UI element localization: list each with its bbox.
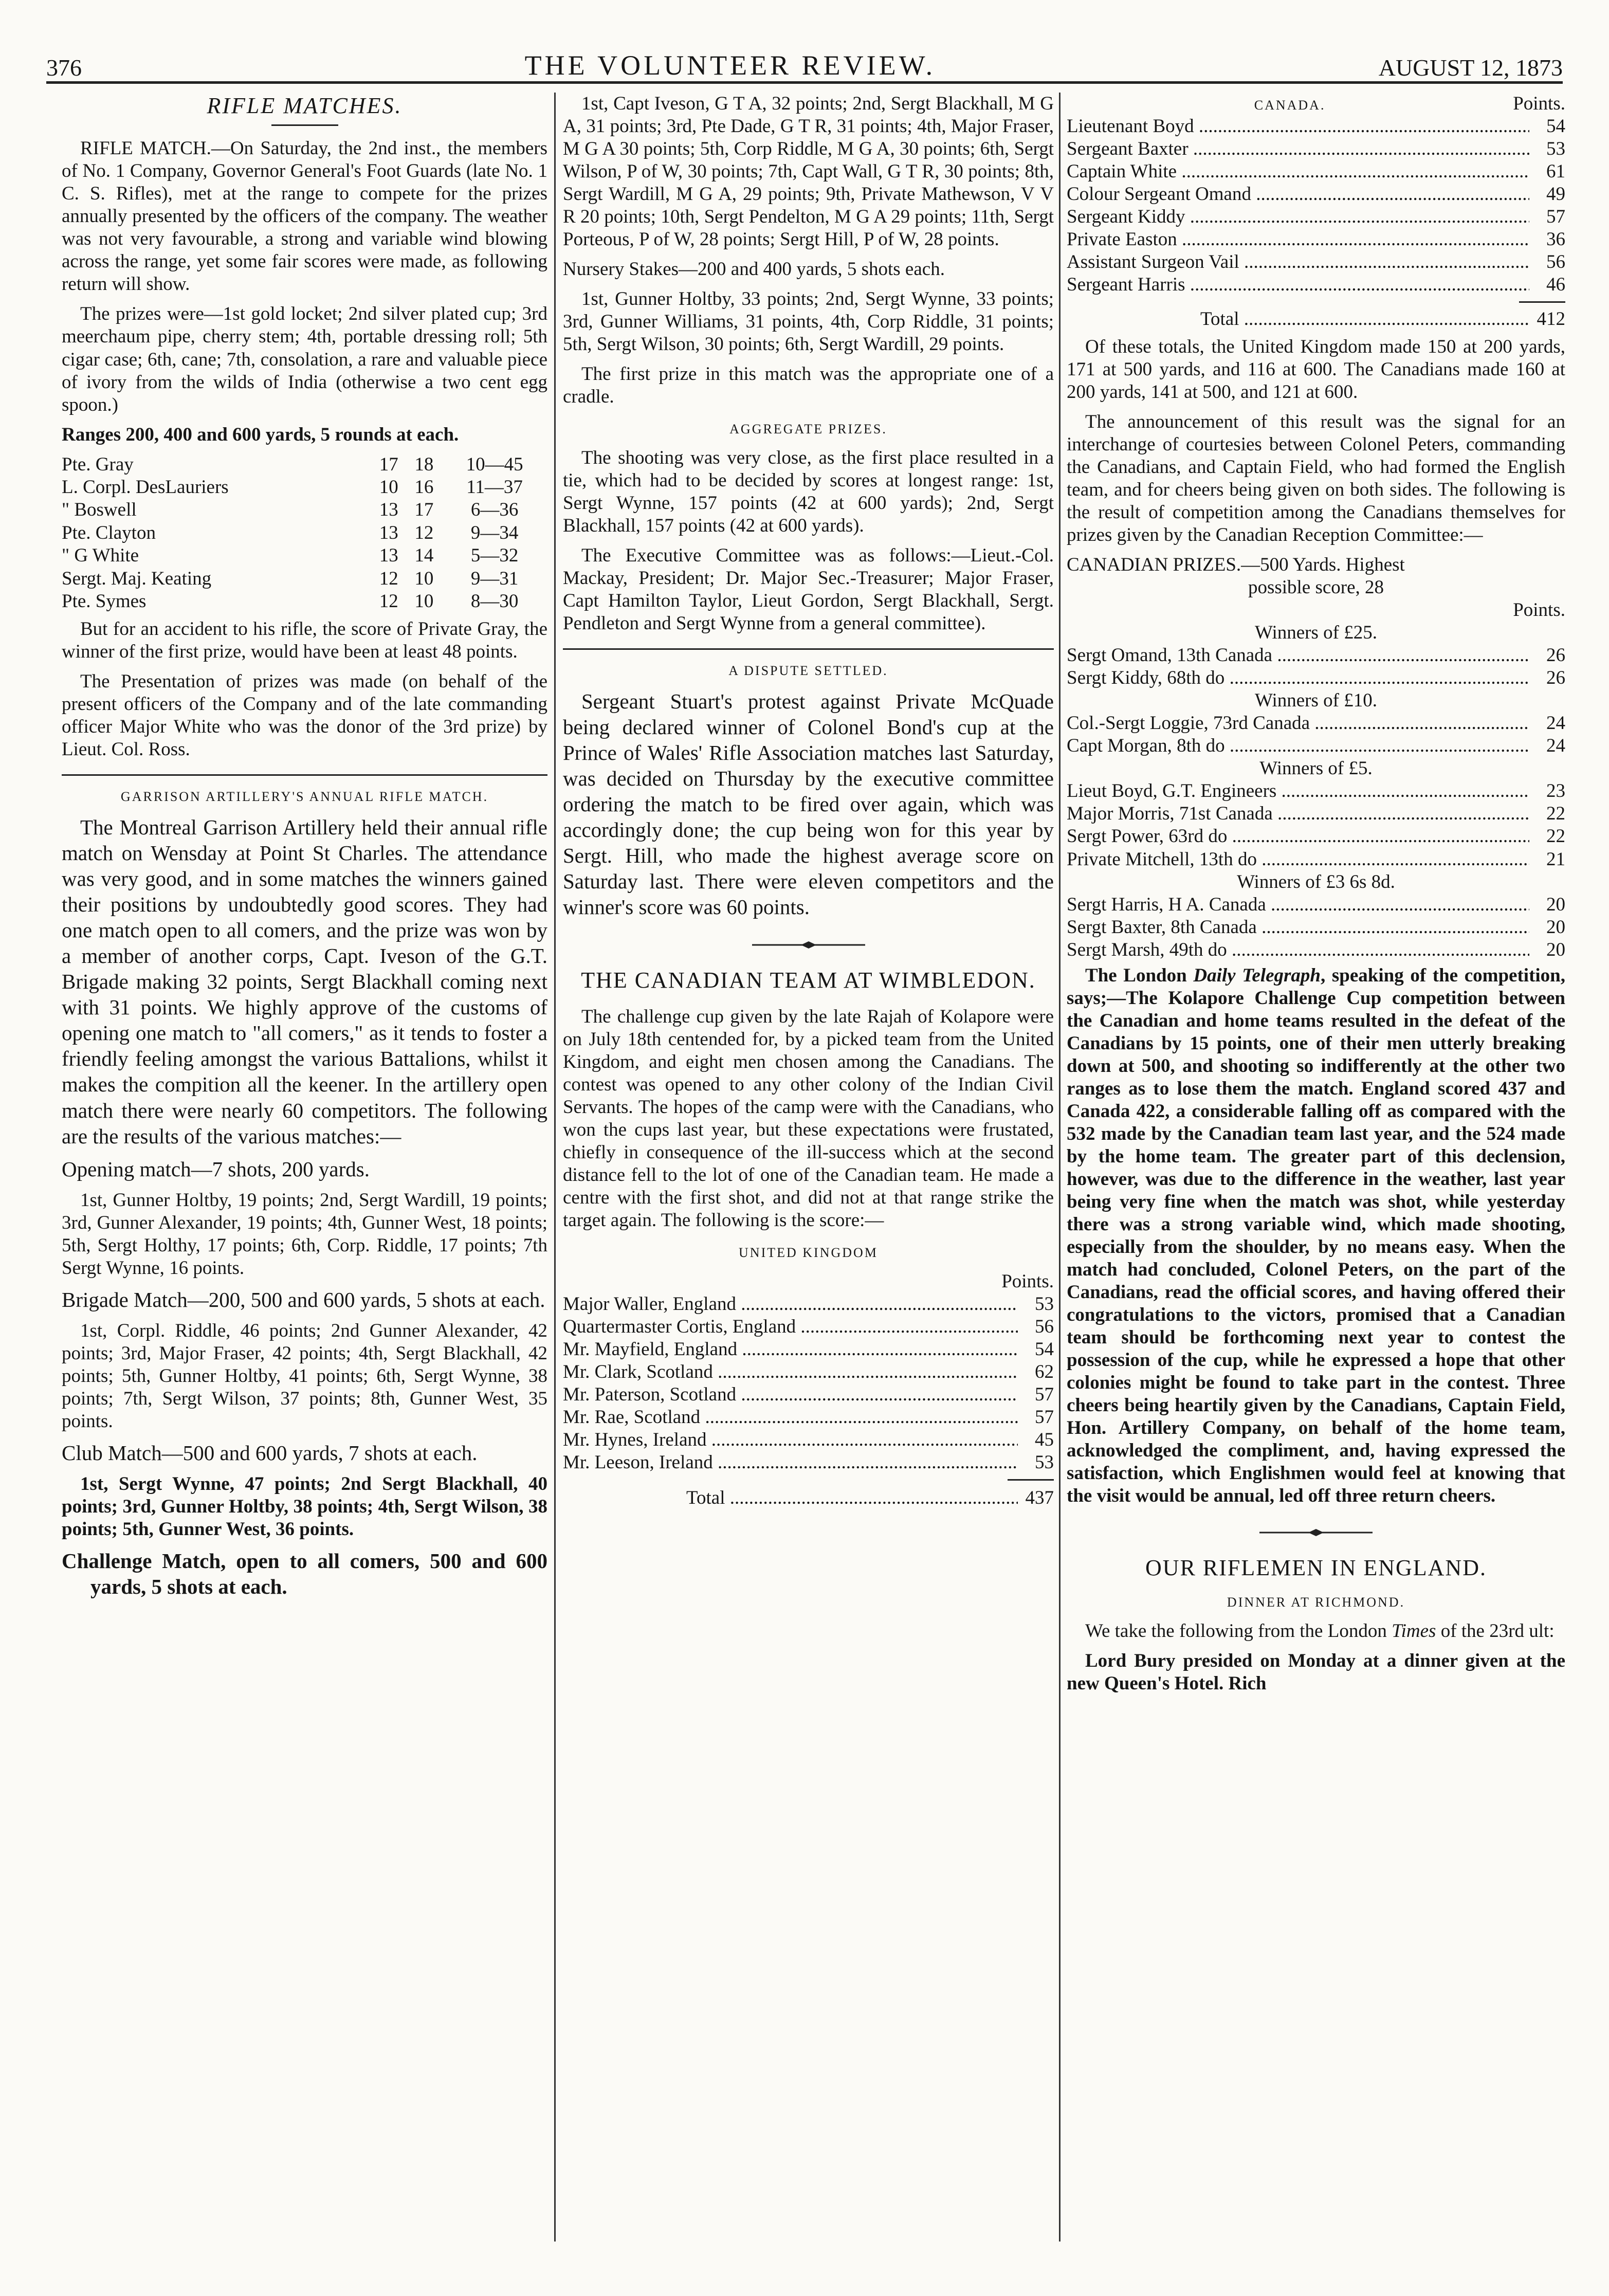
total-value: 412 — [1537, 308, 1565, 330]
competitor-points: 24 — [1546, 735, 1565, 757]
score-200: 12 — [379, 590, 398, 612]
competitor-name: Mr. Rae, Scotland ..... — [563, 1406, 1018, 1429]
section-rule — [563, 648, 1054, 650]
competitor-points: 57 — [1546, 206, 1565, 228]
match-results: 1st, Gunner Holtby, 33 points; 2nd, Sergt Wynne, 33 points; 3rd, Gunner Williams, 31 points, 4th, Corp Riddle, 31 points; 5th, Sergt Wilson, 30 points; 6th, Sergt Wardill, 29 points. — [563, 288, 1054, 355]
score-600-total: 10—45 — [466, 453, 523, 475]
competitor-name: Major Morris, 71st Canada ..... — [1067, 803, 1529, 825]
prize-winners-list — [1067, 644, 1565, 689]
score-row — [62, 522, 547, 544]
score-600-total: 11—37 — [466, 476, 523, 498]
uk-scores-list — [563, 1293, 1054, 1474]
rifle-scores-table — [62, 453, 547, 613]
competitor-points: 53 — [1035, 1293, 1054, 1315]
score-row — [1067, 667, 1565, 689]
score-200: 10 — [379, 476, 398, 498]
prizes-line-1: CANADIAN PRIZES.—500 Yards. Highest — [1067, 554, 1405, 576]
wimbledon-heading: THE CANADIAN TEAM AT WIMBLEDON. — [581, 968, 1036, 993]
score-row — [62, 544, 547, 567]
times-prefix: We take the following from the London — [1085, 1620, 1392, 1642]
match-heading: Opening match—7 shots, 200 yards. — [62, 1157, 370, 1181]
score-row — [1067, 735, 1565, 757]
score-row — [1067, 803, 1565, 825]
score-row — [1067, 825, 1565, 848]
masthead-title: THE VOLUNTEER REVIEW. — [524, 50, 936, 81]
competitor-name: Mr. Clark, Scotland ..... — [563, 1361, 1018, 1383]
score-row — [563, 1383, 1054, 1406]
competitor-name: Sergeant Baxter ..... — [1067, 138, 1529, 160]
score-row — [1067, 228, 1565, 251]
competitor-name: Assistant Surgeon Vail ..... — [1067, 251, 1529, 274]
column-2 — [563, 93, 1054, 2242]
score-row — [62, 453, 547, 476]
competitor-name: Captain White ..... — [1067, 160, 1529, 183]
score-400: 17 — [414, 499, 434, 521]
competitor-name: Sergeant Kiddy ..... — [1067, 206, 1529, 228]
newspaper-name: Daily Telegraph — [1193, 964, 1321, 986]
ornamental-divider — [1067, 1520, 1565, 1542]
score-600-total: 6—36 — [470, 499, 519, 521]
section-rule — [62, 774, 547, 776]
competitor-name: Sergt Marsh, 49th do ..... — [1067, 939, 1529, 961]
dispute-heading: A DISPUTE SETTLED. — [728, 663, 888, 679]
competitor-points: 24 — [1546, 713, 1565, 734]
match-heading: Brigade Match—200, 500 and 600 yards, 5 shots at each. — [62, 1287, 545, 1311]
competitor-name: Colour Sergeant Omand ..... — [1067, 183, 1529, 206]
prize-winners-list — [1067, 894, 1565, 961]
competitor-name: Sergt Harris, H A. Canada ..... — [1067, 894, 1529, 916]
prize-group-heading: Winners of £25. — [1255, 622, 1377, 644]
competitor-points: 20 — [1546, 939, 1565, 960]
article-paragraph: The prizes were—1st gold locket; 2nd silver plated cup; 3rd meerchaum pipe, cherry stem; 4th, portable dressing roll; 5th cigar case; 6th, cane; 7th, consolation, a rare and valuable piece of ivory from the wilds of India (otherwise a two cent egg spoon.) — [62, 303, 547, 415]
competitor-name: Sergt Omand, 13th Canada ..... — [1067, 644, 1529, 667]
competitor-name: Sergt Power, 63rd do ..... — [1067, 825, 1529, 848]
score-row — [563, 1406, 1054, 1429]
canada-scores-list — [1067, 115, 1565, 296]
score-400: 18 — [414, 453, 434, 475]
competitor-points: 57 — [1035, 1383, 1054, 1405]
competitor-points: 23 — [1546, 780, 1565, 802]
competitor-points: 53 — [1035, 1451, 1054, 1473]
score-row — [563, 1293, 1054, 1316]
riflemen-heading: OUR RIFLEMEN IN ENGLAND. — [1145, 1555, 1487, 1580]
competitor-points: 21 — [1546, 848, 1565, 870]
article-paragraph: RIFLE MATCH.—On Saturday, the 2nd inst., the members of No. 1 Company, Governor General's Foot Guards (late No. 1 C. S. Rifles), met at the range to compete for the prizes annually presented by the officers of the company. The weather was not very favourable, a strong and variable wind blowing across the range, yet some fair scores were made, as following return will show. — [62, 138, 547, 295]
competitor-name: Pte. Clayton — [62, 522, 156, 543]
competitor-name: Pte. Gray — [62, 453, 134, 475]
article-paragraph: Of these totals, the United Kingdom made 150 at 200 yards, 171 at 500 yards, and 116 at 600. The Canadians made 160 at 200 yards, 141 at 500, and 121 at 600. — [1067, 336, 1565, 403]
score-row — [62, 568, 547, 590]
competitor-points: 53 — [1546, 138, 1565, 160]
score-row — [62, 476, 547, 499]
score-row — [1067, 274, 1565, 296]
score-200: 13 — [379, 545, 398, 567]
times-paragraph — [1067, 1620, 1565, 1643]
rifle-matches-title: RIFLE MATCHES. — [207, 93, 403, 118]
dinner-heading: DINNER AT RICHMOND. — [1227, 1595, 1405, 1610]
score-row — [1067, 644, 1565, 667]
competitor-points: 56 — [1035, 1316, 1054, 1337]
article-paragraph: The shooting was very close, as the first place resulted in a tie, which had to be decided by scores at longest range: 1st, Sergt Wynne, 157 points (42 at 600 yards); 2nd, Sergt Blackhall, 157 points (42 at 600 yards). — [563, 447, 1054, 537]
competitor-points: 22 — [1546, 803, 1565, 825]
uk-heading: UNITED KINGDOM — [739, 1245, 878, 1260]
score-row — [1067, 939, 1565, 961]
article-paragraph: The challenge cup given by the late Rajah of Kolapore were on July 18th centended for, by a picked team from the United Kingdom, and eight men chosen among the Canadians. The contest was opened to any other colony of the Indian Civil Servants. The hopes of the camp were with the Canadians, who won the cups last year, but these expectations were frustated, chiefly in consequence of the ill-success which at the second distance fell to the lot of one of the Canadian team. He made a centre with the first shot, and did not at that range strike the target again. The following is the score:— — [563, 1006, 1054, 1231]
title-rule — [271, 124, 338, 126]
score-200: 17 — [379, 453, 398, 475]
competitor-points: 61 — [1546, 161, 1565, 183]
competitor-name: Pte. Symes — [62, 590, 147, 612]
competitor-name: Mr. Hynes, Ireland ..... — [563, 1429, 1018, 1451]
score-600-total: 5—32 — [470, 545, 519, 567]
article-paragraph: The Executive Committee was as follows:—Lieut.-Col. Mackay, President; Dr. Major Sec.-Treasurer; Major Fraser, Capt Hamilton Taylor, Lieut Gordon, Sergt Blackhall, Sergt. Pendleton and Sergt Wynne from a general committee). — [563, 545, 1054, 634]
competitor-name: Sergt Kiddy, 68th do ..... — [1067, 667, 1529, 689]
score-400: 16 — [414, 476, 434, 498]
canada-header-row — [1067, 93, 1565, 115]
competitor-name: Mr. Paterson, Scotland ..... — [563, 1383, 1018, 1406]
score-row — [1067, 780, 1565, 803]
score-row — [1067, 251, 1565, 274]
score-row — [563, 1361, 1054, 1383]
score-row — [1067, 712, 1565, 735]
canada-total-row — [1067, 308, 1565, 331]
score-400: 14 — [414, 545, 434, 567]
competitor-points: 57 — [1035, 1406, 1054, 1428]
uk-total-row — [563, 1487, 1054, 1509]
score-row — [563, 1316, 1054, 1338]
competitor-name: Lieutenant Boyd ..... — [1067, 115, 1529, 138]
page-number: 376 — [46, 54, 82, 81]
prize-group-heading: Winners of £10. — [1255, 690, 1377, 712]
column-1 — [62, 93, 547, 2242]
competitor-points: 45 — [1035, 1429, 1054, 1450]
competitor-points: 49 — [1546, 184, 1565, 205]
points-label: Points. — [1001, 1270, 1054, 1292]
score-row — [62, 499, 547, 521]
prize-winners-list — [1067, 712, 1565, 757]
competitor-name: Quartermaster Cortis, England ..... — [563, 1316, 1018, 1338]
score-row — [1067, 916, 1565, 939]
competitor-name: Capt Morgan, 8th do ..... — [1067, 735, 1529, 757]
competitor-name: Private Mitchell, 13th do ..... — [1067, 848, 1529, 871]
score-row — [1067, 160, 1565, 183]
score-200: 12 — [379, 568, 398, 589]
competitor-name: Private Easton ..... — [1067, 228, 1529, 251]
article-paragraph: Lord Bury presided on Monday at a dinner given at the new Queen's Hotel. Rich — [1067, 1650, 1565, 1694]
competitor-name: Lieut Boyd, G.T. Engineers ..... — [1067, 780, 1529, 803]
score-row — [1067, 206, 1565, 228]
points-label: Points. — [1513, 599, 1565, 621]
score-400: 10 — [414, 590, 434, 612]
total-rule — [1519, 301, 1565, 303]
total-rule — [1008, 1479, 1054, 1481]
competitor-name: Sergt. Maj. Keating — [62, 568, 212, 589]
competitor-points: 26 — [1546, 667, 1565, 689]
match-heading: Challenge Match, open to all comers, 500 and 600 yards, 5 shots at each. — [62, 1548, 547, 1598]
telegraph-prefix: The London — [1085, 964, 1194, 986]
article-paragraph: The announcement of this result was the signal for an interchange of courtesies between Colonel Peters, commanding the Canadians, and Captain Field, who had formed the English team, and for cheers being given on both sides. The following is the result of competition among the Canadians themselves for prizes given by the Canadian Reception Committee:— — [1067, 411, 1565, 546]
score-600-total: 8—30 — [470, 590, 519, 612]
competitor-points: 36 — [1546, 229, 1565, 250]
competitor-name: Col.-Sergt Loggie, 73rd Canada ..... — [1067, 712, 1529, 735]
competitor-name: Mr. Mayfield, England ..... — [563, 1338, 1018, 1361]
issue-date: AUGUST 12, 1873 — [1378, 54, 1563, 81]
match-results: 1st, Sergt Wynne, 47 points; 2nd Sergt Blackhall, 40 points; 3rd, Gunner Holtby, 38 points; 4th, Sergt Wilson, 38 points; 5th, Gunner West, 36 points. — [62, 1473, 547, 1540]
ornamental-divider — [563, 932, 1054, 955]
match-heading: Club Match—500 and 600 yards, 7 shots at each. — [62, 1441, 478, 1465]
score-400: 10 — [414, 568, 434, 589]
article-paragraph: The first prize in this match was the appropriate one of a cradle. — [563, 363, 1054, 408]
competitor-points: 54 — [1035, 1338, 1054, 1360]
score-600-total: 9—34 — [470, 522, 519, 543]
score-200: 13 — [379, 499, 398, 521]
score-row — [62, 590, 547, 613]
aggregate-heading: AGGREGATE PRIZES. — [729, 422, 887, 437]
article-paragraph: The Montreal Garrison Artillery held their annual rifle match on Wensday at Point St Charles. The attendance was very good, and in some matches the winners gained their positions by undoubtedly good scores. They had one match open to all comers, and the prize was won by a member of another corps, Capt. Iveson of the G.T. Brigade making 32 points, Sergt Blackhall coming next with 31 points. We highly approve of the customs of opening one match to "all comers," as it tends to foster a friendly feeling amongst the various Battalions, whilst it makes the compition all the keener. In the artillery open match there were nearly 60 competitors. The following are the results of the various matches:— — [62, 815, 547, 1148]
match-heading: Nursery Stakes—200 and 400 yards, 5 shots each. — [563, 259, 945, 280]
column-divider-1 — [554, 93, 556, 2242]
competitor-points: 20 — [1546, 894, 1565, 915]
match-results: 1st, Corpl. Riddle, 46 points; 2nd Gunner Alexander, 42 points; 3rd, Major Fraser, 42 points; 4th, Sergt Blackhall, 42 points; 5th, Gunner Holtby, 41 points; 6th, Sergt Wynne, 38 points; 7th, Sergt Wilson, 37 points; 8th, Gunner West, 35 points. — [62, 1320, 547, 1432]
times-suffix: of the 23rd ult: — [1436, 1620, 1555, 1642]
score-row — [563, 1429, 1054, 1451]
prize-group-heading: Winners of £5. — [1259, 758, 1373, 779]
article-paragraph: But for an accident to his rifle, the score of Private Gray, the winner of the first prize, would have been at least 48 points. — [62, 618, 547, 663]
match-results: 1st, Capt Iveson, G T A, 32 points; 2nd, Sergt Blackhall, M G A, 31 points; 3rd, Pte Dade, G T R, 31 points; 4th, Major Fraser, M G A 30 points; 5th, Corp Riddle, M G A, 30 points; 6th, Sergt Wilson, P of W, 30 points; 7th, Capt Wall, G T R, 30 points; 8th, Sergt Wardill, M G A, 29 points; 9th, Private Mathewson, V V R 20 points; 10th, Sergt Pendelton, M G A 29 points; 11th, Sergt Porteous, P of W, 28 points; Sergt Hill, P of W, 28 points. — [563, 93, 1054, 250]
column-divider-2 — [1059, 93, 1061, 2242]
competitor-name: Mr. Leeson, Ireland ..... — [563, 1451, 1018, 1474]
total-label: Total ..... — [686, 1487, 1018, 1509]
score-600-total: 9—31 — [470, 568, 519, 589]
competitor-points: 54 — [1546, 116, 1565, 137]
competitor-name: Sergeant Harris ..... — [1067, 274, 1529, 296]
competitor-name: " Boswell — [62, 499, 137, 521]
canada-heading: CANADA. — [1254, 98, 1326, 113]
competitor-name: Major Waller, England ..... — [563, 1293, 1018, 1316]
garrison-heading: GARRISON ARTILLERY'S ANNUAL RIFLE MATCH. — [120, 789, 489, 805]
column-3 — [1067, 93, 1565, 2242]
article-paragraph: Sergeant Stuart's protest against Private McQuade being declared winner of Colonel Bond's cup at the Prince of Wales' Rifle Association matches last Saturday, was decided on Thursday by the executive committee ordering the match to be fired over again, which was accordingly done; the cup being won for this year by Sergt. Hill, who made the highest average score on Saturday last. There were eleven competitors and the winner's score was 60 points. — [563, 689, 1054, 919]
total-label: Total ..... — [1200, 308, 1529, 331]
prize-winners-list — [1067, 780, 1565, 870]
match-results: 1st, Gunner Holtby, 19 points; 2nd, Sergt Wardill, 19 points; 3rd, Gunner Alexander, 19 points; 4th, Gunner West, 18 points; 5th, Sergt Holthy, 17 points; 6th, Corp. Riddle, 17 points; 7th Sergt Wynne, 16 points. — [62, 1189, 547, 1279]
ranges-line: Ranges 200, 400 and 600 yards, 5 rounds at each. — [62, 424, 459, 445]
score-row — [1067, 894, 1565, 916]
competitor-points: 22 — [1546, 826, 1565, 847]
score-row — [1067, 183, 1565, 206]
score-200: 13 — [379, 522, 398, 543]
total-value: 437 — [1025, 1487, 1054, 1508]
competitor-name: " G White — [62, 545, 139, 567]
competitor-points: 62 — [1035, 1361, 1054, 1382]
score-row — [1067, 848, 1565, 871]
score-row — [563, 1451, 1054, 1474]
telegraph-paragraph — [1067, 964, 1565, 1507]
competitor-points: 56 — [1546, 251, 1565, 273]
score-row — [563, 1338, 1054, 1361]
points-label: Points. — [1513, 93, 1565, 114]
score-400: 12 — [414, 522, 434, 543]
competitor-points: 26 — [1546, 645, 1565, 666]
prizes-line-2: possible score, 28 — [1248, 577, 1384, 598]
prize-group-heading: Winners of £3 6s 8d. — [1237, 871, 1395, 892]
competitor-points: 20 — [1546, 916, 1565, 938]
article-paragraph: The Presentation of prizes was made (on behalf of the present officers of the Company and of the late commanding officer Major White who was the donor of the 3rd prize) by Lieut. Col. Ross. — [62, 671, 547, 760]
telegraph-text: , speaking of the competition, says;—The Kolapore Challenge Cup competition between the Canadian and home teams resulted in the defeat of the Canadians by 15 points, one of their men utterly breaking down at 500, and shooting so indifferently at the other two ranges as to lose them the match. England scored 437 and Canada 422, a considerable falling off as compared with the 532 made by the Canadian team last year, and the 524 made by the home team. The greater part of this declension, however, was due to the difference in the weather, last year being very fine when the match was shot, while yesterday there was a strong variable wind, which made shooting, especially from the shoulder, by no means easy. When the match had concluded, Colonel Peters, on the part of the Canadians, read the official scores, and having offered their congratulations to the victors, promised that a Canadian team should be forthcoming next year to contest the possession of the cup, while he expressed a hope that other colonies might be found to take part in the contest. Three cheers being heartily given by the Canadians, Captain Field, Hon. Artillery Company, on behalf of the home team, acknowledged the compliment, and, having expressed the satisfaction, which Englishmen would feel at knowing that the visit would be annual, led off three return cheers. — [1067, 964, 1565, 1506]
competitor-points: 46 — [1546, 274, 1565, 296]
page-header — [46, 20, 1563, 84]
score-row — [1067, 138, 1565, 160]
competitor-name: Sergt Baxter, 8th Canada ..... — [1067, 916, 1529, 939]
score-row — [1067, 115, 1565, 138]
newspaper-name: Times — [1392, 1620, 1436, 1642]
competitor-name: L. Corpl. DesLauriers — [62, 476, 229, 498]
